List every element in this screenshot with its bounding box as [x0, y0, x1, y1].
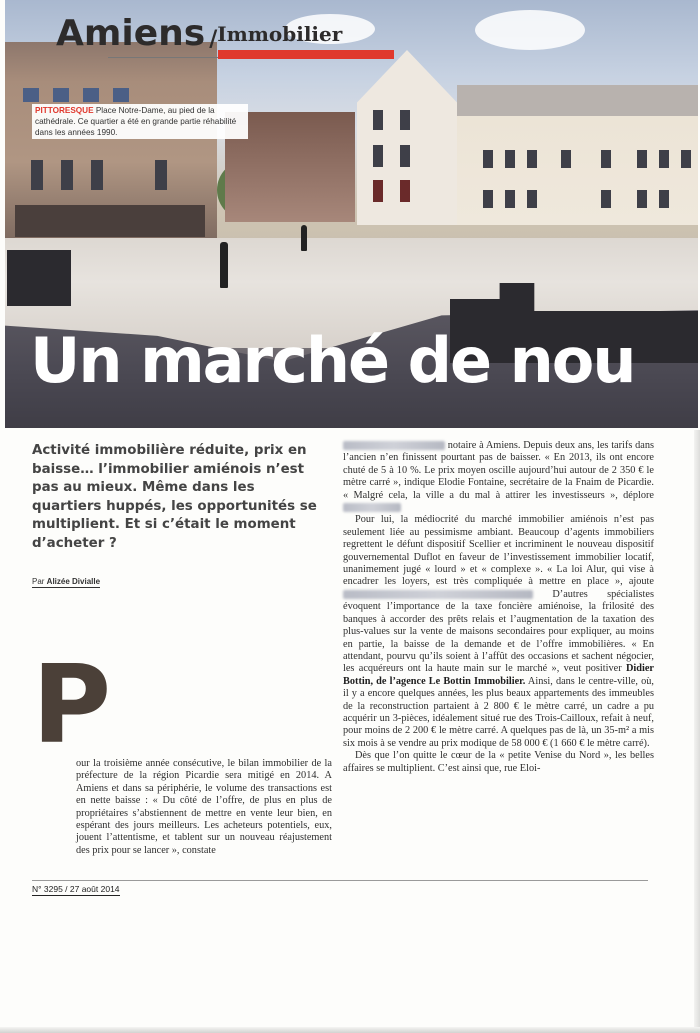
photo-caption — [32, 104, 248, 139]
article-text: Ainsi, dans le centre-ville, où, il y a encore quelques années, les plus beaux appartements des immeubles de la reconstruction partaient à 2 800 € le mètre carré, un cadre a pu acquérir un 3-pièces, idéalement situé rue des Trois-Cailloux, refait à neuf, pour moins de 2 200 € le mètre carré. A quelques pas de là, un 35-m² a mis six mois à se vendre au prix modique de 58 000 € (1 660 € le mètre carré). — [343, 675, 654, 749]
drop-cap: P — [32, 643, 112, 768]
section-kicker — [56, 13, 343, 54]
page-bottom-edge — [0, 1027, 700, 1033]
article-bold-text: Didier Bottin, de l’agence Le Bottin Immobilier. — [343, 663, 654, 687]
redacted-name — [343, 503, 401, 512]
article-text: Pour lui, la médiocrité du marché immobilier amiénois n’est pas seulement liée au pessimisme ambiant. Beaucoup d’agents immobiliers regrettent le défunt dispositif Scellier et incriminent le nouveau dispositif gouvernemental Duflot en faveur de l’investissement immobilier locatif, unanimement jugé « lourd » et « complexe ». « La loi Alur, qui vise à encadrer les loyers, est très compliquée à mettre en place », ajoute — [343, 514, 654, 588]
article-paragraph — [343, 440, 654, 514]
bollard-left — [7, 250, 71, 306]
article-paragraph: Dès que l’on quitte le cœur de la « petite Venise du Nord », les belles affaires se multiplient. C’est ainsi que, rue Eloi- — [343, 750, 654, 774]
standfirst: Activité immobilière réduite, prix en baisse… l’immobilier amiénois n’est pas au mieux. Même dans les quartiers huppés, les opportunités se multiplient. Et si c’était le moment d’acheter ? — [32, 443, 317, 551]
footer-rule — [32, 880, 648, 881]
byline — [32, 577, 100, 588]
kicker-section: Immobilier — [217, 22, 343, 46]
pedestrian — [220, 242, 228, 288]
article-column-right — [343, 440, 654, 775]
article-text: notaire à Amiens. Depuis deux ans, les tarifs dans l’ancien n’en finissent pourtant pas de baisser. « En 2013, ils ont encore chuté de 5 à 10 %. Le prix moyen oscille aujourd’hui autour de 2 350 € le mètre carré », indique Elodie Fontaine, secrétaire de la Fnaim de Picardie. « Malgré cela, la ville a du mal à attirer les investisseurs », déplore — [343, 440, 654, 501]
kicker-city: Amiens — [56, 13, 206, 54]
caption-text: Place Notre-Dame, au pied de la cathédrale. Ce quartier a été en grande partie réhabilité dans les années 1990. — [35, 106, 237, 137]
redacted-name — [343, 590, 533, 599]
headline: Un marché de nou — [30, 324, 635, 397]
kicker-slash: / — [209, 26, 218, 52]
redacted-name — [343, 441, 445, 450]
issue-folio: N° 3295 / 27 août 2014 — [32, 884, 120, 894]
page-edge — [694, 430, 700, 1030]
caption-tag: PITTORESQUE — [35, 106, 94, 115]
article-column-left — [32, 758, 332, 857]
pedestrian — [301, 225, 307, 251]
byline-prefix: Par — [32, 577, 47, 586]
byline-author: Alizée Divialle — [46, 577, 101, 586]
article-paragraph — [343, 514, 654, 750]
article-paragraph: our la troisième année consécutive, le bilan immobilier de la préfecture de la région Picardie sera mitigé en 2014. A Amiens et dans sa périphérie, le volume des transactions est en nette baisse : « Du côté de l’offre, de plus en plus de propriétaires s’abstiennent de mettre en vente leur bien, en espérant des jours meilleurs. Les acheteurs potentiels, eux, jouent l’attentisme, et tablent sur un nouveau réajustement des prix pour se lancer », constate — [76, 758, 332, 856]
article-text: D’autres spécialistes évoquent l’importance de la taxe foncière amiénoise, la frilosité des banques à accorder des prêts relais et l’augmentation de la taxation des plus-values sur la vente de maisons secondaires pour expliquer, au moins en partie, la baisse de la demande et de l’offre immobilières. « En attendant, pourvu qu’ils soient à l’affût des occasions et sachent négocier, les acquéreurs ont la haute main sur le marché », veut positiver — [343, 588, 654, 675]
kicker-rule — [108, 57, 218, 58]
kicker-accent-bar — [218, 50, 394, 59]
